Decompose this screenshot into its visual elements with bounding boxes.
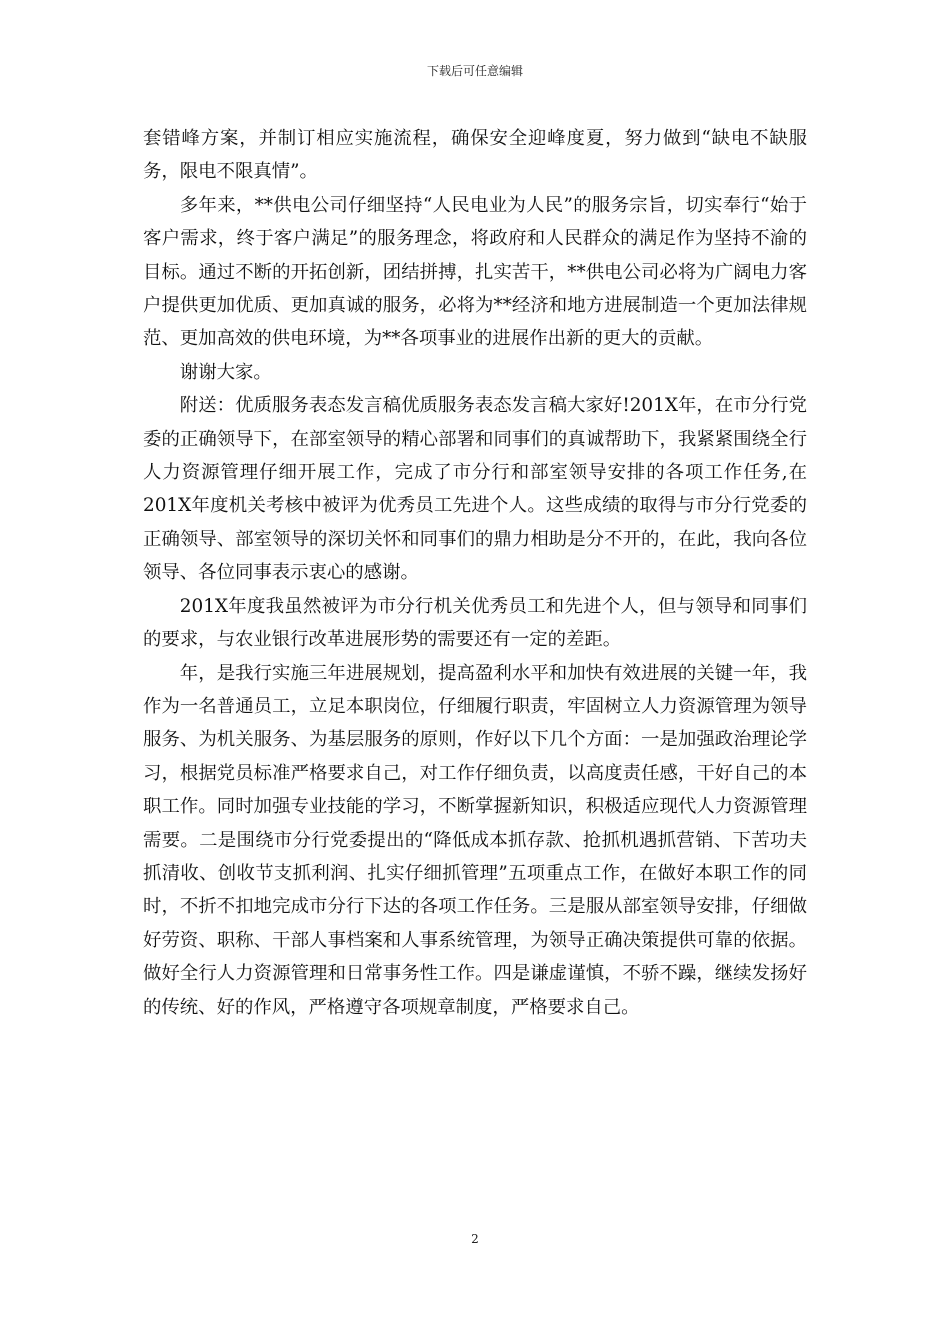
page-header: 下载后可任意编辑 (426, 64, 523, 78)
paragraph: 谢谢大家。 (179, 361, 272, 383)
paragraph: 附送：优质服务表态发言稿优质服务表态发言稿大家好!201X年，在市分行党委的正确领导下，在部室领导的精心部署和同事们的真诚帮助下，我紧紧围绕全行人力资源管理仔细开展工作，完成了市分行和部室领导安排的各项工作任务,在201X年度机关考核中被评为优秀员工先进个人。这些成绩的取得与市分行党委的正确领导、部室领导的深切关怀和同事们的鼎力相助是分不开的，在此，我向各位领导、各位同事表示衷心的感谢。 (143, 395, 807, 584)
paragraph: 年，是我行实施三年进展规划，提高盈利水平和加快有效进展的关键一年，我作为一名普通员工，立足本职岗位，仔细履行职责，牢固树立人力资源管理为领导服务、为机关服务、为基层服务的原则，作好以下几个方面：一是加强政治理论学习，根据党员标准严格要求自己，对工作仔细负责，以高度责任感，干好自己的本职工作。同时加强专业技能的学习，不断掌握新知识，积极适应现代人力资源管理需要。二是围绕市分行党委提出的“降低成本抓存款、抢抓机遇抓营销、下苦功夫抓清收、创收节支抓利润、扎实仔细抓管理”五项重点工作，在做好本职工作的同时，不折不扣地完成市分行下达的各项工作任务。三是服从部室领导安排，仔细做好劳资、职称、干部人事档案和人事系统管理，为领导正确决策提供可靠的依据。做好全行人力资源管理和日常事务性工作。四是谦虚谨慎，不骄不躁，继续发扬好的传统、好的作风，严格遵守各项规章制度，严格要求自己。 (143, 662, 807, 1018)
page-number: 2 (471, 1232, 479, 1246)
paragraph-continuation: 套错峰方案，并制订相应实施流程，确保安全迎峰度夏，努力做到“缺电不缺服务，限电不限真情”。 (143, 128, 807, 183)
paragraph: 201X年度我虽然被评为市分行机关优秀员工和先进个人，但与领导和同事们的要求，与农业银行改革进展形势的需要还有一定的差距。 (143, 595, 807, 651)
paragraph: 多年来，**供电公司仔细坚持“人民电业为人民”的服务宗旨，切实奉行“始于客户需求，终于客户满足”的服务理念，将政府和人民群众的满足作为坚持不渝的目标。通过不断的开拓创新，团结拼搏，扎实苦干，**供电公司必将为广阔电力客户提供更加优质、更加真诚的服务，必将为**经济和地方进展制造一个更加法律规范、更加高效的供电环境，为**各项事业的进展作出新的更大的贡献。 (143, 194, 807, 350)
document-body (143, 122, 807, 1024)
